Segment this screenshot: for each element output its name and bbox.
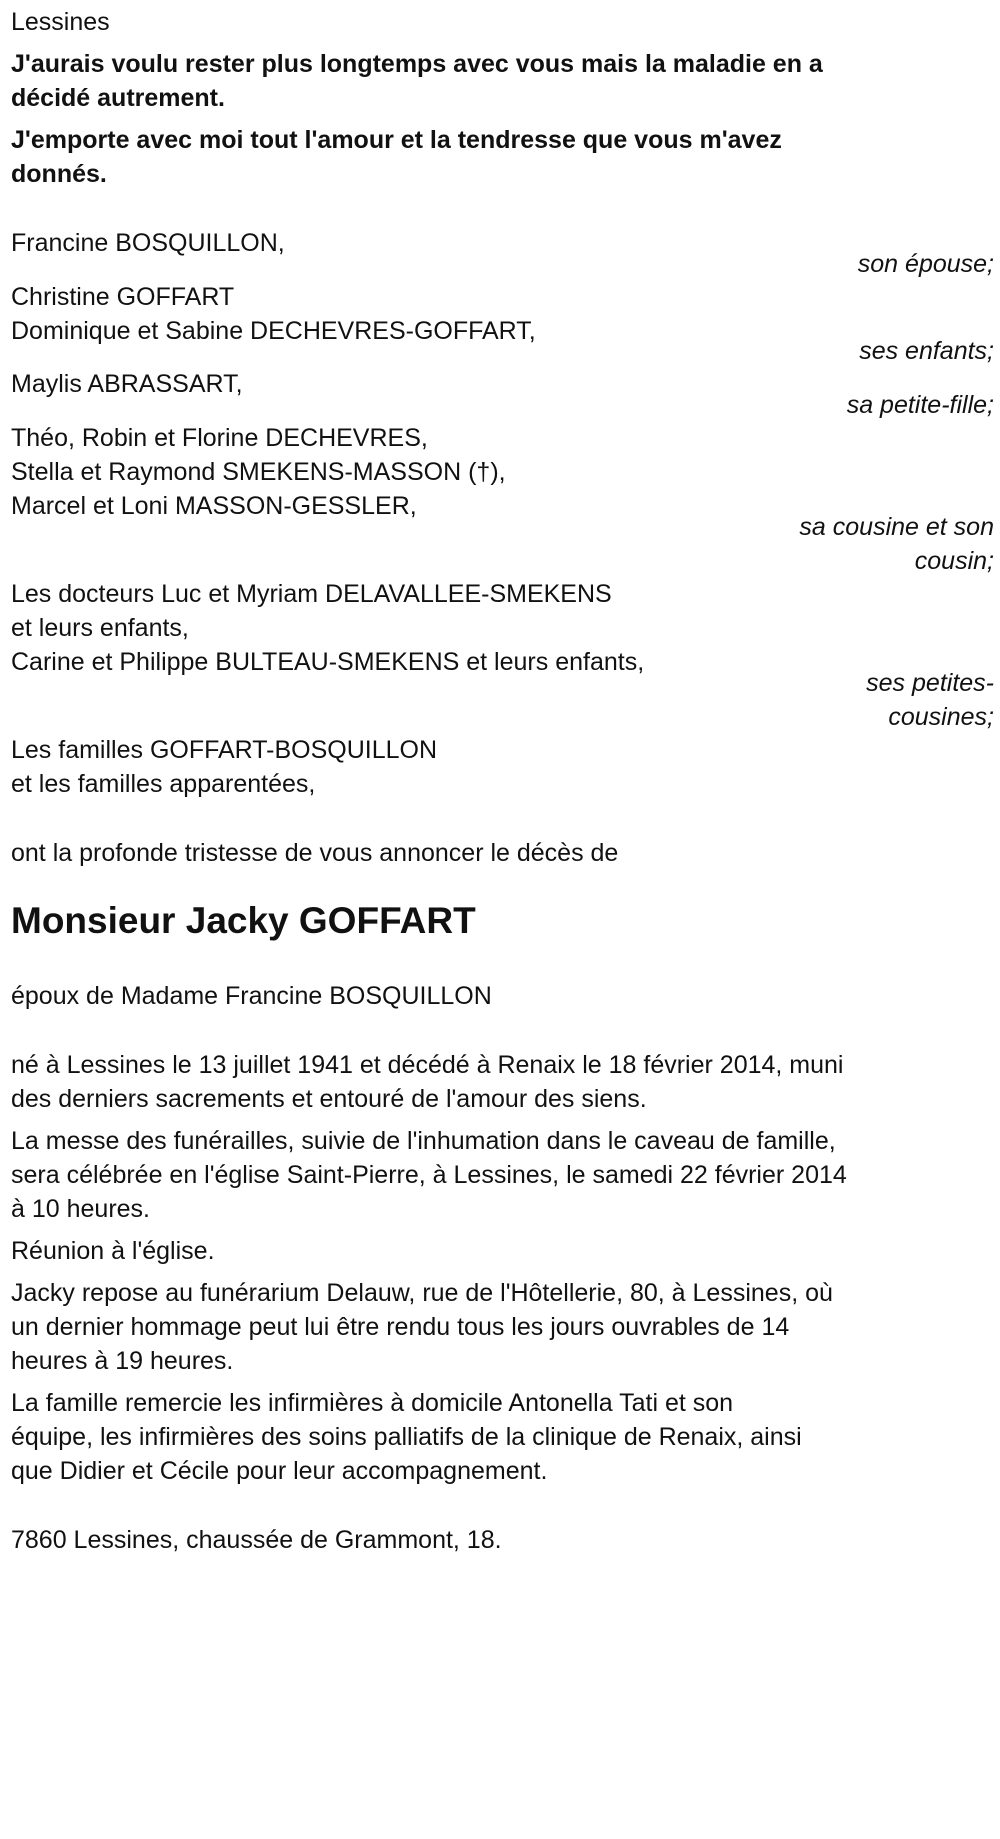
thanks-line-1: La famille remercie les infirmières à domicile Antonella Tati et son xyxy=(11,1389,734,1417)
grand-cousin-name-3: Carine et Philippe BULTEAU-SMEKENS et leurs enfants, xyxy=(11,648,645,676)
grand-cousin-name-2: et leurs enfants, xyxy=(11,614,189,642)
quote-line-1: J'aurais voulu rester plus longtemps avec vous mais la maladie en a xyxy=(11,50,823,78)
address: 7860 Lessines, chaussée de Grammont, 18. xyxy=(11,1526,502,1554)
funeral-line-1: La messe des funérailles, suivie de l'inhumation dans le caveau de famille, xyxy=(11,1127,836,1155)
cousins-relation-line-2: cousin; xyxy=(914,547,994,575)
cousin-name-1: Théo, Robin et Florine DECHEVRES, xyxy=(11,424,428,452)
families-line-1: Les familles GOFFART-BOSQUILLON xyxy=(11,736,438,764)
grand-cousins-relation-line-1: ses petites- xyxy=(866,669,994,697)
thanks-line-2: équipe, les infirmières des soins palliatifs de la clinique de Renaix, ainsi xyxy=(11,1423,802,1451)
funeral-line-3: à 10 heures. xyxy=(11,1195,150,1223)
funeral-line-2: sera célébrée en l'église Saint-Pierre, à Lessines, le samedi 22 février 2014 xyxy=(11,1161,847,1189)
meeting-line: Réunion à l'église. xyxy=(11,1237,215,1265)
child-name-1: Christine GOFFART xyxy=(11,283,235,311)
quote-line-4: donnés. xyxy=(11,160,107,188)
grand-cousins-relation-line-2: cousines; xyxy=(888,703,994,731)
grand-cousin-name-1: Les docteurs Luc et Myriam DELAVALLEE-SMEKENS xyxy=(11,580,612,608)
funerarium-line-2: un dernier hommage peut lui être rendu tous les jours ouvrables de 14 xyxy=(11,1313,790,1341)
families-line-2: et les familles apparentées, xyxy=(11,770,316,798)
cousins-relation-line-1: sa cousine et son xyxy=(799,513,994,541)
spouse-line: époux de Madame Francine BOSQUILLON xyxy=(11,982,492,1010)
cousin-name-3: Marcel et Loni MASSON-GESSLER, xyxy=(11,492,417,520)
quote-line-3: J'emporte avec moi tout l'amour et la tendresse que vous m'avez xyxy=(11,126,782,154)
birth-death-line-1: né à Lessines le 13 juillet 1941 et décédé à Renaix le 18 février 2014, muni xyxy=(11,1051,844,1079)
granddaughter-relation: sa petite-fille; xyxy=(846,391,994,419)
spouse-name: Francine BOSQUILLON, xyxy=(11,229,285,257)
location: Lessines xyxy=(11,8,110,36)
birth-death-line-2: des derniers sacrements et entouré de l'amour des siens. xyxy=(11,1085,647,1113)
funerarium-line-3: heures à 19 heures. xyxy=(11,1347,234,1375)
spouse-relation: son épouse; xyxy=(857,250,994,278)
cousin-name-2: Stella et Raymond SMEKENS-MASSON (†), xyxy=(11,458,506,486)
granddaughter-name: Maylis ABRASSART, xyxy=(11,370,243,398)
funerarium-line-1: Jacky repose au funérarium Delauw, rue de l'Hôtellerie, 80, à Lessines, où xyxy=(11,1279,833,1307)
children-relation: ses enfants; xyxy=(859,337,994,365)
thanks-line-3: que Didier et Cécile pour leur accompagnement. xyxy=(11,1457,548,1485)
deceased-name: Monsieur Jacky GOFFART xyxy=(11,900,476,941)
quote-line-2: décidé autrement. xyxy=(11,84,225,112)
child-name-2: Dominique et Sabine DECHEVRES-GOFFART, xyxy=(11,317,536,345)
announcement: ont la profonde tristesse de vous annoncer le décès de xyxy=(11,839,619,867)
